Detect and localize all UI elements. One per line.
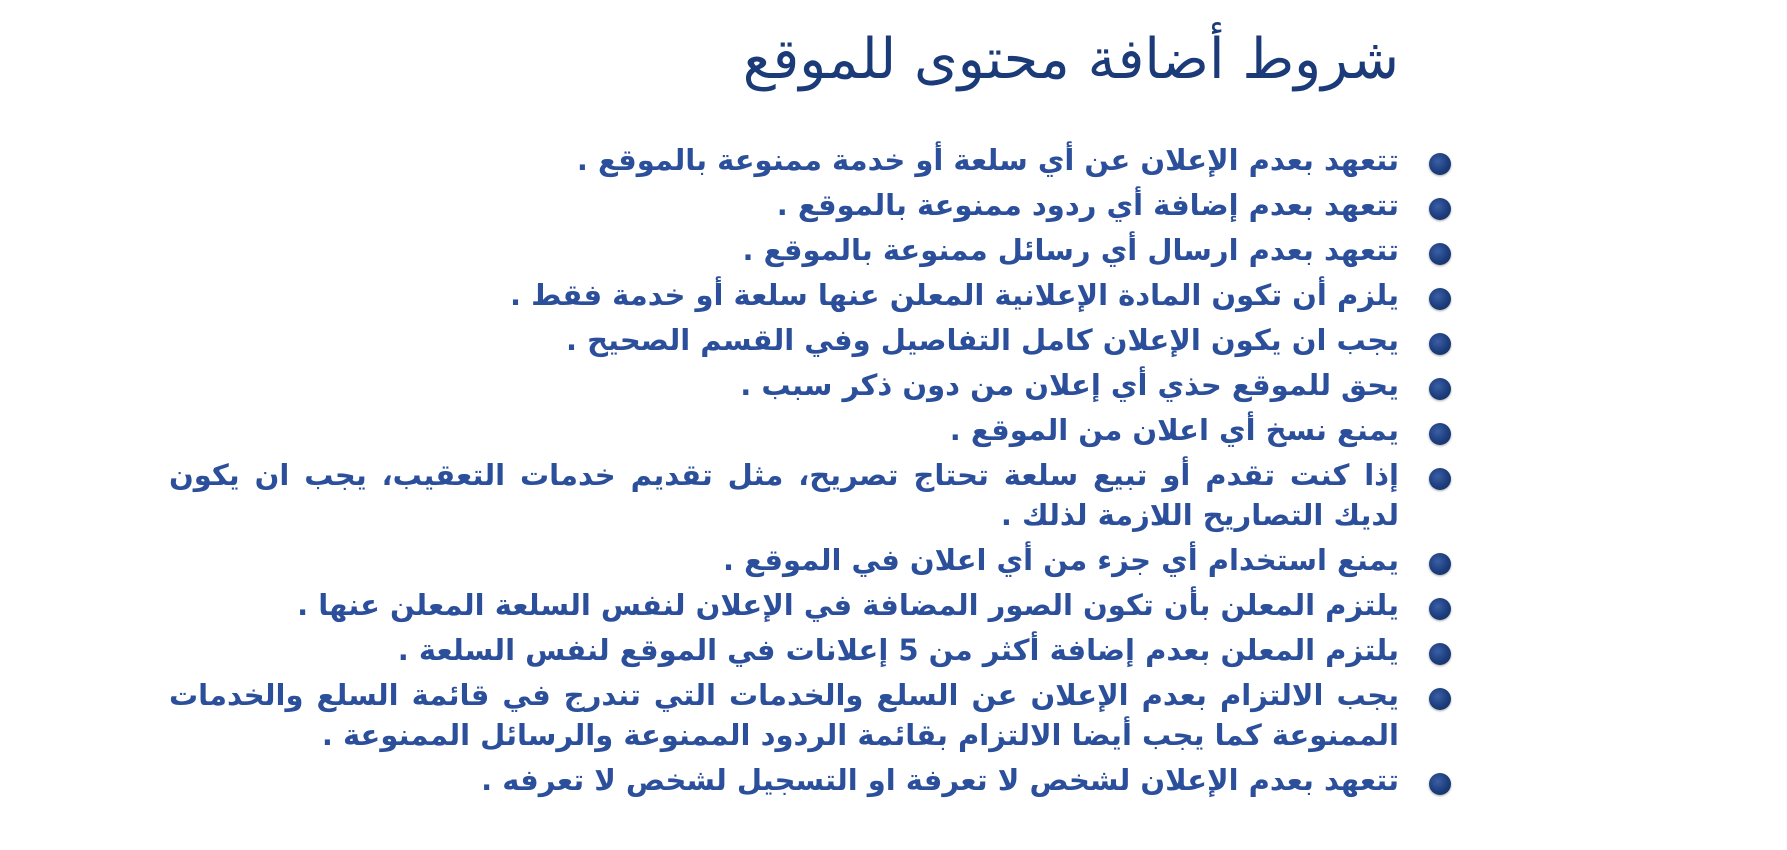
list-item <box>169 365 1399 405</box>
bullet-icon <box>1429 333 1451 355</box>
term-text: يجب الالتزام بعدم الإعلان عن السلع والخدمات التي تندرج في قائمة السلع والخدمات الممنوعة كما يجب أيضا الالتزام بقائمة الردود الممنوعة والرسائل الممنوعة . <box>169 678 1399 752</box>
term-text: تتعهد بعدم إضافة أي ردود ممنوعة بالموقع . <box>776 188 1399 222</box>
list-item <box>169 675 1399 755</box>
bullet-icon <box>1429 553 1451 575</box>
term-text: تتعهد بعدم الإعلان لشخص لا تعرفة او التسجيل لشخص لا تعرفه . <box>481 763 1399 797</box>
list-item <box>169 760 1399 800</box>
bullet-icon <box>1429 688 1451 710</box>
term-text: يلتزم المعلن بأن تكون الصور المضافة في الإعلان لنفس السلعة المعلن عنها . <box>297 588 1399 622</box>
list-item <box>169 585 1399 625</box>
bullet-icon <box>1429 598 1451 620</box>
list-item <box>169 185 1399 225</box>
term-text: تتعهد بعدم الإعلان عن أي سلعة أو خدمة ممنوعة بالموقع . <box>576 143 1399 177</box>
bullet-icon <box>1429 288 1451 310</box>
bullet-icon <box>1429 773 1451 795</box>
terms-list <box>169 140 1399 805</box>
term-text: تتعهد بعدم ارسال أي رسائل ممنوعة بالموقع . <box>742 233 1399 267</box>
list-item <box>169 455 1399 535</box>
term-text: يحق للموقع حذي أي إعلان من دون ذكر سبب . <box>740 368 1399 402</box>
list-item <box>169 140 1399 180</box>
bullet-icon <box>1429 198 1451 220</box>
list-item <box>169 320 1399 360</box>
list-item <box>169 540 1399 580</box>
list-item <box>169 410 1399 450</box>
bullet-icon <box>1429 153 1451 175</box>
term-text: إذا كنت تقدم أو تبيع سلعة تحتاج تصريح، مثل تقديم خدمات التعقيب، يجب ان يكون لديك التصاريح اللازمة لذلك . <box>169 458 1399 532</box>
list-item <box>169 630 1399 670</box>
page-title: شروط أضافة محتوى للموقع <box>742 27 1399 92</box>
term-text: يلتزم المعلن بعدم إضافة أكثر من 5 إعلانات في الموقع لنفس السلعة . <box>397 633 1399 667</box>
list-item <box>169 275 1399 315</box>
term-text: يمنع نسخ أي اعلان من الموقع . <box>949 413 1399 447</box>
term-text: يمنع استخدام أي جزء من أي اعلان في الموقع . <box>723 543 1399 577</box>
bullet-icon <box>1429 243 1451 265</box>
bullet-icon <box>1429 468 1451 490</box>
list-item <box>169 230 1399 270</box>
bullet-icon <box>1429 423 1451 445</box>
bullet-icon <box>1429 378 1451 400</box>
term-text: يجب ان يكون الإعلان كامل التفاصيل وفي القسم الصحيح . <box>566 323 1399 357</box>
term-text: يلزم أن تكون المادة الإعلانية المعلن عنها سلعة أو خدمة فقط . <box>510 278 1399 312</box>
bullet-icon <box>1429 643 1451 665</box>
